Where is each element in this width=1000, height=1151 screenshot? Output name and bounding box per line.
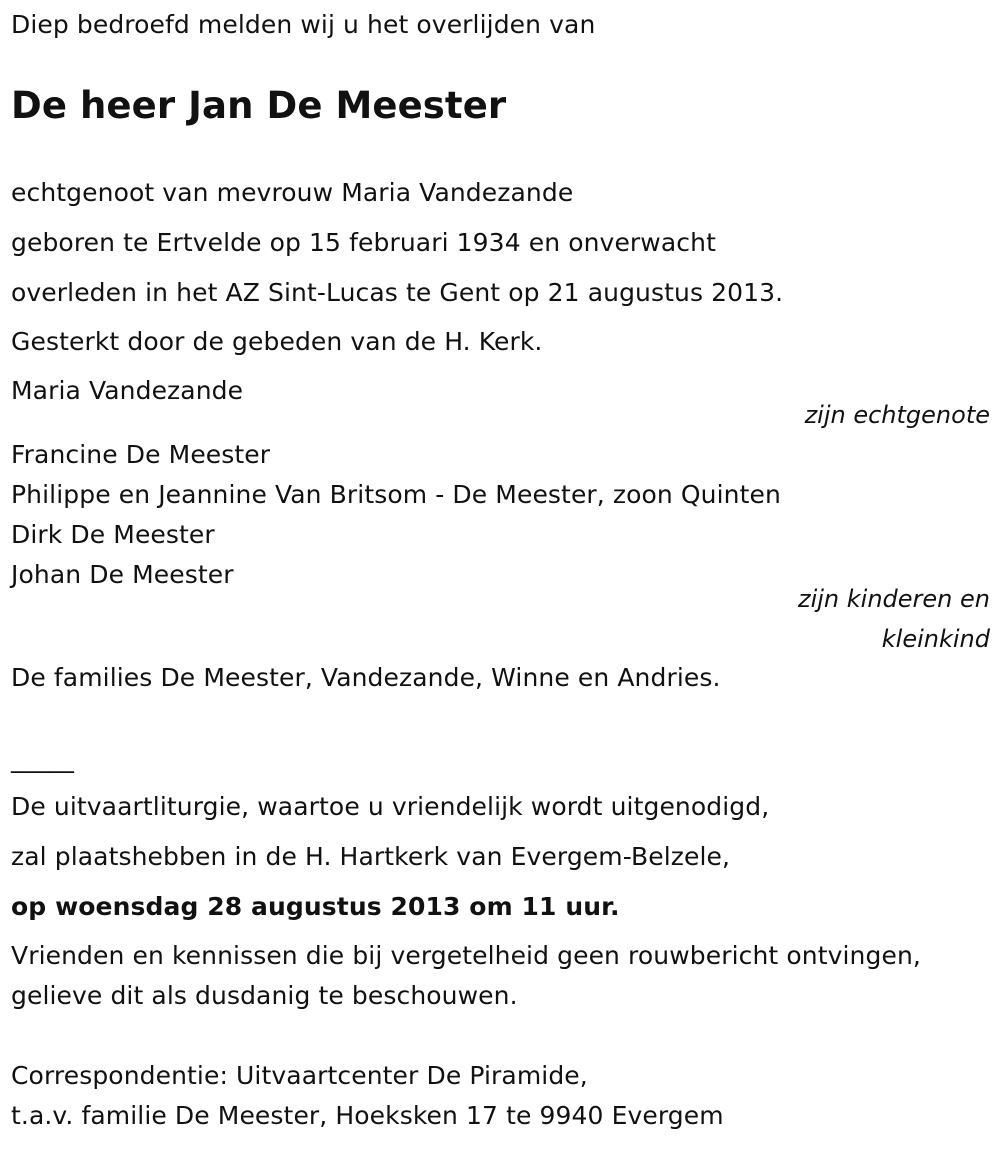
funeral-line-1: De uitvaartliturgie, waartoe u vriendelijk wordt uitgenodigd, — [11, 792, 770, 821]
funeral-note-2: gelieve dit als dusdanig te beschouwen. — [11, 981, 518, 1010]
detail-death: overleden in het AZ Sint-Lucas te Gent op 21 augustus 2013. — [11, 278, 784, 307]
child-name-4: Johan De Meester — [11, 560, 234, 589]
detail-church: Gesterkt door de gebeden van de H. Kerk. — [11, 327, 543, 356]
funeral-note-1: Vrienden en kennissen die bij vergetelheid geen rouwbericht ontvingen, — [11, 941, 921, 970]
deceased-name: De heer Jan De Meester — [11, 84, 507, 127]
correspondence-line-1: Correspondentie: Uitvaartcenter De Piramide, — [11, 1061, 588, 1090]
spouse-relation: zijn echtgenote — [804, 401, 990, 429]
spouse-name: Maria Vandezande — [11, 376, 244, 405]
families-text: De families De Meester, Vandezande, Winne en Andries. — [11, 663, 721, 692]
correspondence-line-2: t.a.v. familie De Meester, Hoeksken 17 te 9940 Evergem — [11, 1101, 724, 1130]
child-name-3: Dirk De Meester — [11, 520, 215, 549]
intro-text: Diep bedroefd melden wij u het overlijden van — [11, 10, 596, 39]
children-relation-line2: kleinkind — [881, 625, 990, 653]
children-relation-line1: zijn kinderen en — [798, 585, 990, 613]
funeral-line-2: zal plaatshebben in de H. Hartkerk van Evergem-Belzele, — [11, 842, 731, 871]
funeral-datetime: op woensdag 28 augustus 2013 om 11 uur. — [11, 892, 620, 921]
separator-line: _____ — [11, 744, 74, 773]
child-name-1: Francine De Meester — [11, 440, 271, 469]
detail-spouse: echtgenoot van mevrouw Maria Vandezande — [11, 178, 574, 207]
detail-birth: geboren te Ertvelde op 15 februari 1934 en onverwacht — [11, 228, 716, 257]
child-name-2: Philippe en Jeannine Van Britsom - De Meester, zoon Quinten — [11, 480, 781, 509]
